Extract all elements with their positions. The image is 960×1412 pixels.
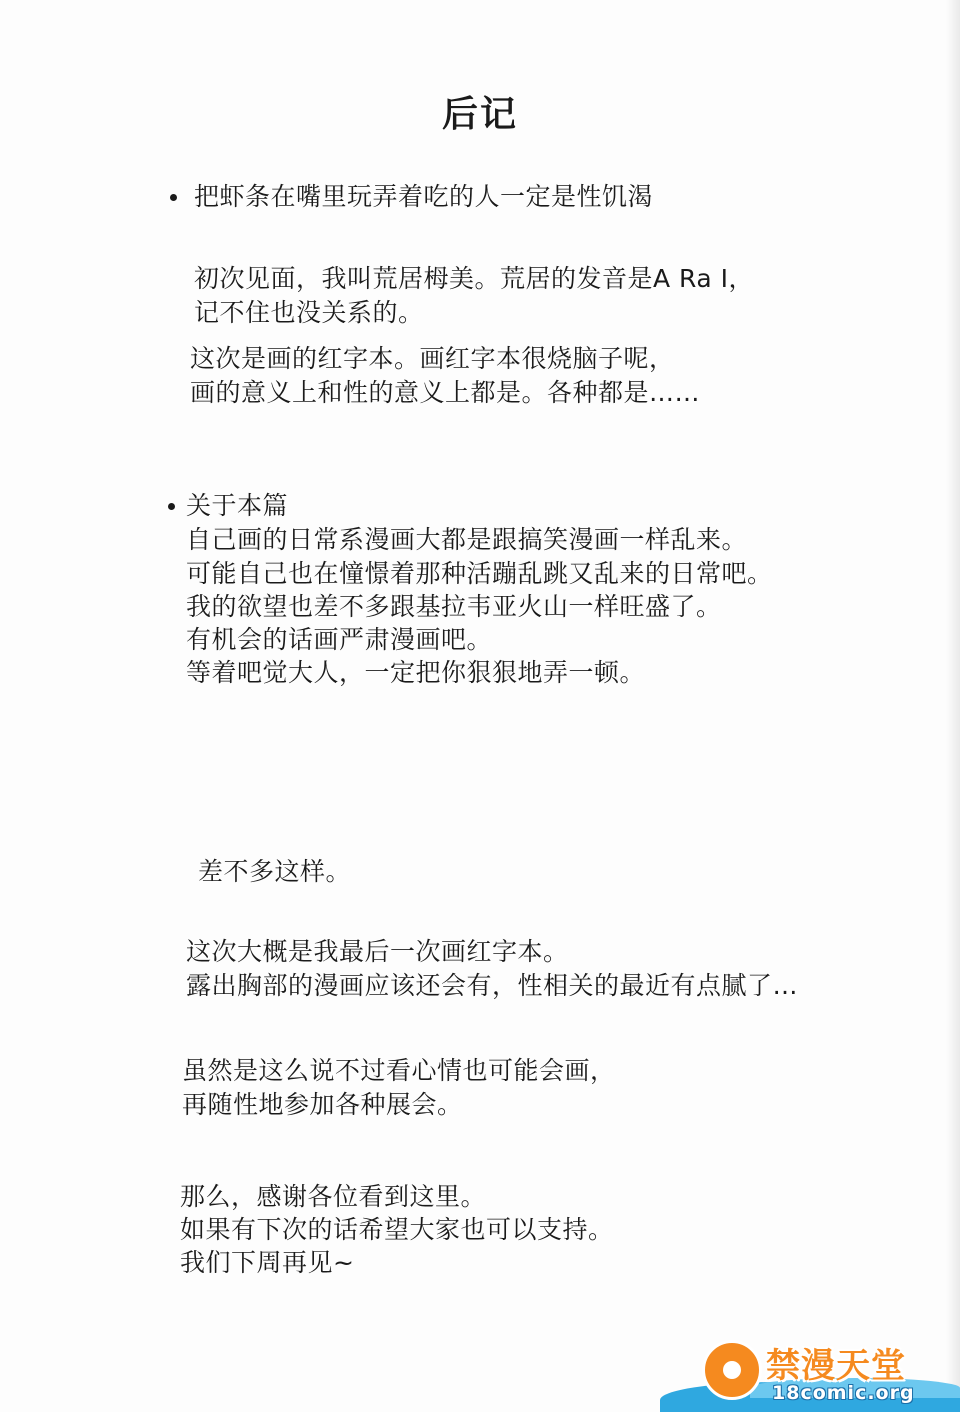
closing-para3-line2: 如果有下次的话希望大家也可以支持。 <box>180 1215 614 1244</box>
section2-line: 等着吧觉大人，一定把你狠狠地弄一顿。 <box>186 658 646 687</box>
section1-para1-line1: 初次见面，我叫荒居栂美。荒居的发音是A Ra I， <box>194 264 755 293</box>
closing-para1-line1: 这次大概是我最后一次画红字本。 <box>186 937 569 966</box>
section2-line: 可能自己也在憧憬着那种活蹦乱跳又乱来的日常吧。 <box>186 559 773 588</box>
section2-heading: 关于本篇 <box>186 491 289 520</box>
section1-para2-line2: 画的意义上和性的意义上都是。各种都是…… <box>190 378 701 407</box>
section1-para1-line2: 记不住也没关系的。 <box>194 298 424 327</box>
section1-para2-line1: 这次是画的红字本。画红字本很烧脑子呢， <box>190 344 675 373</box>
bullet-dot <box>168 503 175 510</box>
site-watermark <box>660 1330 960 1412</box>
section2-line: 自己画的日常系漫画大都是跟搞笑漫画一样乱来。 <box>186 525 748 554</box>
closing-para2-line1: 虽然是这么说不过看心情也可能会画， <box>182 1056 616 1085</box>
closing-para3-line3: 我们下周再见~ <box>180 1248 355 1277</box>
section2-line: 我的欲望也差不多跟基拉韦亚火山一样旺盛了。 <box>186 592 722 621</box>
page-edge-shadow <box>946 0 960 1412</box>
mascot-icon <box>702 1340 762 1400</box>
closing-para2-line2: 再随性地参加各种展会。 <box>182 1090 463 1119</box>
section2-line: 有机会的话画严肃漫画吧。 <box>186 625 493 654</box>
section1-heading: 把虾条在嘴里玩弄着吃的人一定是性饥渴 <box>194 182 654 211</box>
closing-para3-line1: 那么，感谢各位看到这里。 <box>180 1182 487 1211</box>
bullet-dot <box>170 194 177 201</box>
closing-para1-line2: 露出胸部的漫画应该还会有，性相关的最近有点腻了… <box>186 971 799 1000</box>
closing-line: 差不多这样。 <box>198 857 352 886</box>
watermark-url: 18comic.org <box>772 1382 915 1404</box>
page-title: 后记 <box>441 94 518 135</box>
watermark-name: 禁漫天堂 <box>766 1346 906 1386</box>
